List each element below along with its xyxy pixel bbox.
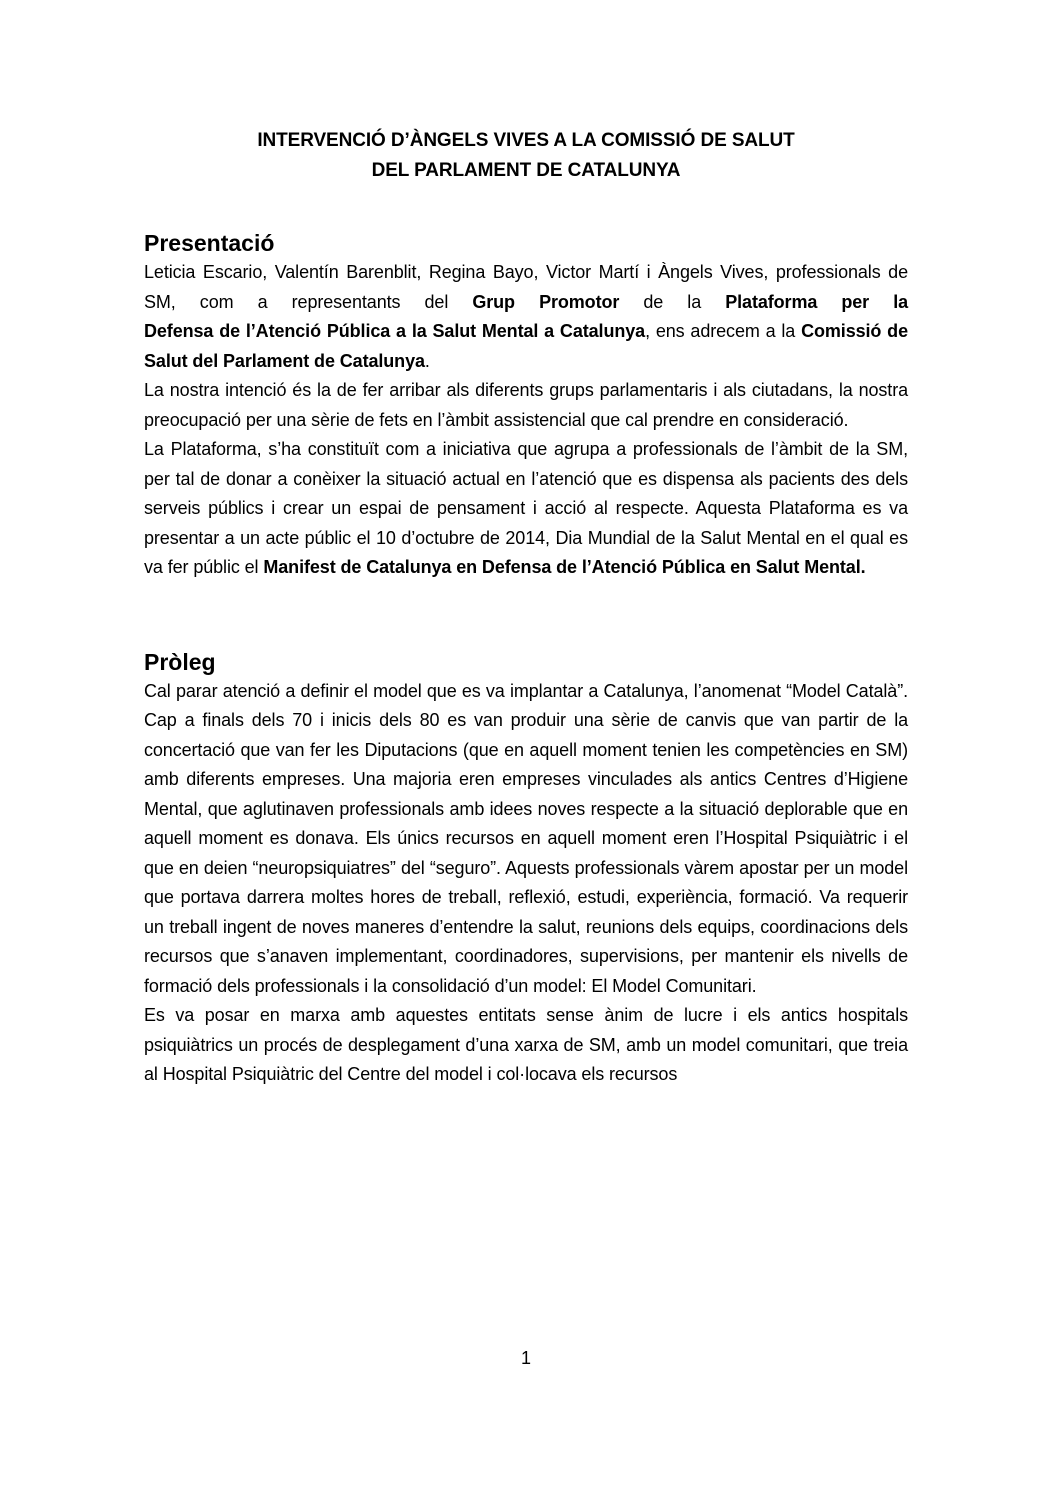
paragraph-bold-text: Defensa de l’Atenció Pública a la Salut Mental a Catalunya (144, 321, 646, 341)
paragraph-text: , ens adrecem a la (645, 321, 802, 341)
paragraph-text: La Plataforma, s’ha constituït com a iniciativa que agrupa a professionals de l’àmbit de la SM, per tal de donar a conèixer la situació actual en l’atenció que es dispensa als pacients des dels serveis públics i crear un espai de pensament i acció al respecte. Aquesta Plataforma es va presentar a un acte públic el 10 d’octubre de 2014, Dia Mundial de la Salut Mental en el qual es va fer públic el (144, 439, 908, 577)
paragraph-model-catala: Cal parar atenció a definir el model que es va implantar a Catalunya, l’anomenat “Model Català”. Cap a finals dels 70 i inicis dels 80 es van produir una sèrie de canvis que van partir de la concertació que van fer les Diputacions (que en aquell moment tenien les competències en SM) amb diferents empreses. Una majoria eren empreses vinculades als antics Centres d’Higiene Mental, que aglutinaven professionals amb idees noves respecte a la situació deplorable que en aquell moment es donava. Els únics recursos en aquell moment eren l’Hospital Psiquiàtric i el que en deien “neuropsiquiatres” del “seguro”. Aquests professionals vàrem apostar per un model que portava darrera moltes hores de treball, reflexió, estudi, experiència, formació. Va requerir un treball ingent de noves maneres d’entendre la salut, reunions dels equips, coordinacions dels recursos que s’anaven implementant, coordinadores, supervisions, per mantenir els nivells de formació dels professionals i la consolidació d’un model: El Model Comunitari. (144, 680, 908, 996)
document-title-line1: INTERVENCIÓ D’ÀNGELS VIVES A LA COMISSIÓ DE SALUT (257, 130, 795, 151)
paragraph-bold-text: Manifest de Catalunya en Defensa de l’Atenció Pública en Salut Mental. (263, 557, 866, 577)
paragraph-text: de la (619, 291, 726, 312)
paragraph-network-deployment: Es va posar en marxa amb aquestes entitats sense ànim de lucre i els antics hospitals psiquiàtrics un procés de desplegament d’una xarxa de SM, amb un model comunitari, que treia al Hospital Psiquiàtric del Centre del model i col·locava els recursos (144, 1005, 908, 1084)
paragraph-bold-text: Grup Promotor (472, 291, 620, 312)
paragraph-text: Leticia Escario, Valentín Barenblit, Regina Bayo, Victor Martí i Àngels Vives, professionals de SM, com a representants del (144, 262, 908, 312)
document-title (144, 126, 908, 186)
paragraph-platform (144, 435, 908, 583)
document-title-line2: DEL PARLAMENT DE CATALUNYA (371, 160, 681, 181)
paragraph-intention: La nostra intenció és la de fer arribar als diferents grups parlamentaris i als ciutadans, la nostra preocupació per una sèrie de fets en l’àmbit assistencial que cal prendre en consideració. (144, 380, 908, 430)
paragraph-text: . (424, 350, 430, 371)
section-heading-presentacio: Presentació (144, 230, 275, 256)
paragraph-bold-text: Plataforma per la (725, 291, 909, 312)
paragraph-addressee (144, 317, 908, 376)
section-heading-proleg: Pròleg (144, 648, 216, 675)
paragraph-bold-text: Comissió de Salut del Parlament de Catalunya (144, 321, 908, 371)
page-number: 1 (520, 1348, 531, 1368)
paragraph-authors (144, 258, 908, 317)
